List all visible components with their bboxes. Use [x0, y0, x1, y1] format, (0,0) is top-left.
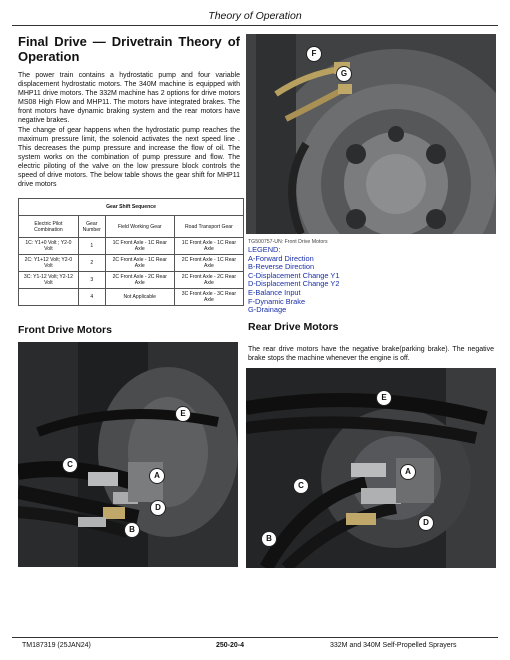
table-cell: 2C Front Axle - 1C Rear Axle [174, 255, 243, 272]
rear-drive-motors-text: The rear drive motors have the negative brake(parking brake). The negative brake stops the machine whenever the engine is off. [248, 346, 494, 362]
front-callout-e: E [175, 406, 191, 422]
table-cell: 3C: Y1-12 Volt; Y2-12 Volt [19, 272, 79, 289]
rear-motor-illustration [246, 368, 496, 568]
final-drive-illustration [246, 34, 496, 234]
legend-item: C-Displacement Change Y1 [248, 270, 340, 280]
table-cell: 2 [78, 255, 105, 272]
figure-caption: TG500757-UN: Front Drive Motors [248, 239, 328, 245]
legend-item: B-Reverse Direction [248, 262, 315, 272]
table-cell: 3C Front Axle - 3C Rear Axle [174, 289, 243, 306]
table-cell: 2C Front Axle - 2C Rear Axle [174, 272, 243, 289]
front-callout-c: C [62, 457, 78, 473]
legend-item: A-Forward Direction [248, 253, 314, 263]
footer-doc-id: TM187319 (25JAN24) [22, 642, 91, 649]
table-header-cell: Gear Number [78, 216, 105, 238]
legend [248, 246, 488, 315]
table-cell: 1C: Y1+0 Volt ; Y2-0 Volt [19, 238, 79, 255]
gear-change-paragraph: The change of gear happens when the hydrostatic pump reaches the maximum pressure limit, the solenoid activates the next speed line . This decreases the pump pressure and increase the flow of oil. The system works on the combination of pump pressure and flow. The electric piloting of the valve on the low pressure block controls the speed of drive motors. The below table shows the gear shift for MHP11 drive motors [18, 127, 240, 188]
rear-callout-e: E [376, 390, 392, 406]
rear-callout-d: D [418, 515, 434, 531]
front-callout-d: D [150, 500, 166, 516]
rear-callout-b: B [261, 531, 277, 547]
table-row [19, 272, 244, 289]
section-title [18, 34, 240, 64]
legend-item: D-Displacement Change Y2 [248, 279, 340, 289]
table-cell: 3 [78, 272, 105, 289]
table-title: Gear Shift Sequence [19, 199, 244, 216]
rear-drive-motors-title: Rear Drive Motors [248, 321, 339, 333]
legend-item: E-Balance Input [248, 287, 301, 297]
table-row [19, 238, 244, 255]
section-title-line1: Final Drive — Drivetrain Theory of [18, 34, 240, 49]
table-header-cell: Road Transport Gear [174, 216, 243, 238]
table-cell: 1C Front Axle - 1C Rear Axle [174, 238, 243, 255]
table-cell: 4 [78, 289, 105, 306]
table-row [19, 289, 244, 306]
rear-drive-motors-photo [246, 368, 496, 568]
rear-callout-a: A [400, 464, 416, 480]
legend-title: LEGEND: [248, 245, 281, 254]
intro-paragraph: The power train contains a hydrostatic pump and four variable displacement hydrostatic motors. The 340M machine is equipped with MHP11 drive motors. The 332M machine has 2 options for drive motors MS08 High Flow and MHP11. The motors have integrated brakes. The front motors have dynamic braking system and the rear motors have negative brakes. [18, 72, 240, 124]
table-header-cell: Field Working Gear [105, 216, 174, 238]
table-row [19, 255, 244, 272]
table-cell: Not Applicable [105, 289, 174, 306]
table-header-cell: Electric Pilot Combination [19, 216, 79, 238]
footer-rule [12, 637, 498, 638]
section-title-line2: Operation [18, 49, 80, 64]
front-callout-b: B [124, 522, 140, 538]
table-cell: 2C Front Axle - 2C Rear Axle [105, 272, 174, 289]
footer-page-number: 250-20-4 [216, 642, 245, 649]
table-cell [19, 289, 79, 306]
header-rule [12, 25, 498, 26]
table-cell: 2C Front Axle - 1C Rear Axle [105, 255, 174, 272]
gear-shift-table [18, 198, 244, 306]
page-header-title: Theory of Operation [208, 10, 302, 22]
table-cell: 1 [78, 238, 105, 255]
front-callout-a: A [149, 468, 165, 484]
footer-manual-title: 332M and 340M Self-Propelled Sprayers [330, 642, 457, 649]
table-cell: 1C Front Axle - 1C Rear Axle [105, 238, 174, 255]
table-cell: 2C: Y1+12 Volt; Y2-0 Volt [19, 255, 79, 272]
front-drive-motors-photo [18, 342, 238, 567]
callout-g: G [336, 66, 352, 82]
rear-callout-c: C [293, 478, 309, 494]
gear-shift-table-container [18, 198, 244, 306]
final-drive-photo [246, 34, 496, 234]
front-drive-motors-title: Front Drive Motors [18, 324, 112, 336]
legend-item: F-Dynamic Brake [248, 296, 306, 306]
legend-item: G-Drainage [248, 305, 287, 315]
callout-f: F [306, 46, 322, 62]
